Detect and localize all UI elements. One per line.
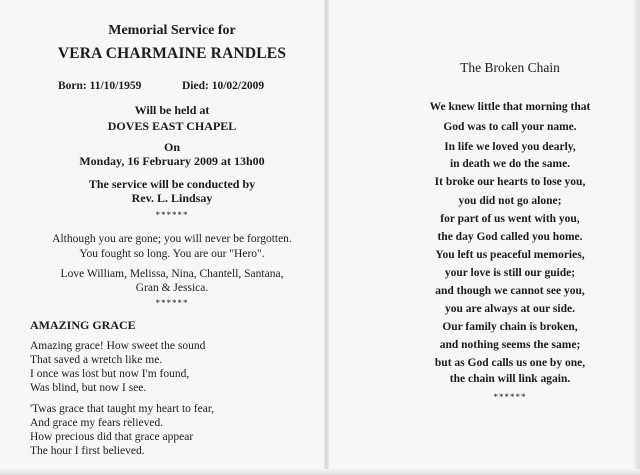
deceased-name: VERA CHARMAINE RANDLES bbox=[57, 45, 287, 62]
born-date: Born: 11/10/1959 bbox=[58, 80, 142, 92]
poem-line: for part of us went with you, bbox=[440, 213, 580, 225]
poem-line: In life we loved you dearly, bbox=[444, 141, 576, 153]
hymn-line: Amazing grace! How sweet the sound bbox=[30, 340, 206, 352]
hymn-line: I once was lost but now I'm found, bbox=[30, 368, 190, 380]
hymn-line: Was blind, but now I see. bbox=[30, 382, 147, 394]
poem-line: your love is still our guide; bbox=[444, 267, 576, 279]
hymn-line: That saved a wretch like me. bbox=[30, 354, 163, 366]
hymn-line: How precious did that grace appear bbox=[30, 431, 194, 443]
held-at-label: Will be held at bbox=[134, 103, 210, 117]
separator-stars: ****** bbox=[155, 210, 189, 220]
poem-line: the day God called you home. bbox=[437, 231, 583, 243]
separator-stars: ****** bbox=[493, 392, 527, 402]
hymn-line: The hour I first believed. bbox=[30, 445, 145, 457]
page-fold-divider bbox=[324, 0, 329, 475]
on-label: On bbox=[163, 140, 180, 154]
poem-line: the chain will link again. bbox=[449, 373, 571, 385]
venue-name: DOVES EAST CHAPEL bbox=[107, 119, 237, 133]
family-signoff-line: Gran & Jessica. bbox=[135, 282, 209, 294]
service-heading: Memorial Service for bbox=[108, 23, 236, 38]
poem-line: Our family chain is broken, bbox=[442, 321, 578, 333]
service-date-time: Monday, 16 February 2009 at 13h00 bbox=[79, 154, 265, 168]
hymn-title: AMAZING GRACE bbox=[30, 318, 136, 332]
page-edge-shadow bbox=[634, 0, 640, 475]
poem-line: you are always at our side. bbox=[445, 303, 575, 315]
tribute-line: You fought so long. You are our "Hero". bbox=[79, 248, 265, 260]
poem-line: We knew little that morning that bbox=[429, 101, 591, 113]
poem-line: God was to call your name. bbox=[443, 121, 577, 133]
poem-line: It broke our hearts to lose you, bbox=[434, 176, 586, 188]
separator-stars: ****** bbox=[155, 298, 189, 308]
bottom-edge-shadow bbox=[0, 469, 640, 475]
conducted-by-label: The service will be conducted by bbox=[88, 177, 256, 191]
poem-title: The Broken Chain bbox=[460, 60, 560, 75]
poem-line: You left us peaceful memories, bbox=[435, 249, 585, 261]
minister-name: Rev. L. Lindsay bbox=[131, 191, 213, 205]
tribute-line: Although you are gone; you will never be forgotten. bbox=[52, 233, 292, 245]
died-date: Died: 10/02/2009 bbox=[182, 80, 265, 92]
poem-line: and though we cannot see you, bbox=[435, 285, 585, 297]
poem-line: you did not go alone; bbox=[458, 195, 562, 207]
poem-line: in death we do the same. bbox=[449, 158, 571, 170]
poem-line: but as God calls us one by one, bbox=[434, 357, 586, 369]
hymn-line: 'Twas grace that taught my heart to fear, bbox=[30, 403, 215, 415]
family-signoff-line: Love William, Melissa, Nina, Chantell, Santana, bbox=[60, 268, 284, 280]
poem-line: and nothing seems the same; bbox=[439, 339, 581, 351]
hymn-line: And grace my fears relieved. bbox=[30, 417, 164, 429]
